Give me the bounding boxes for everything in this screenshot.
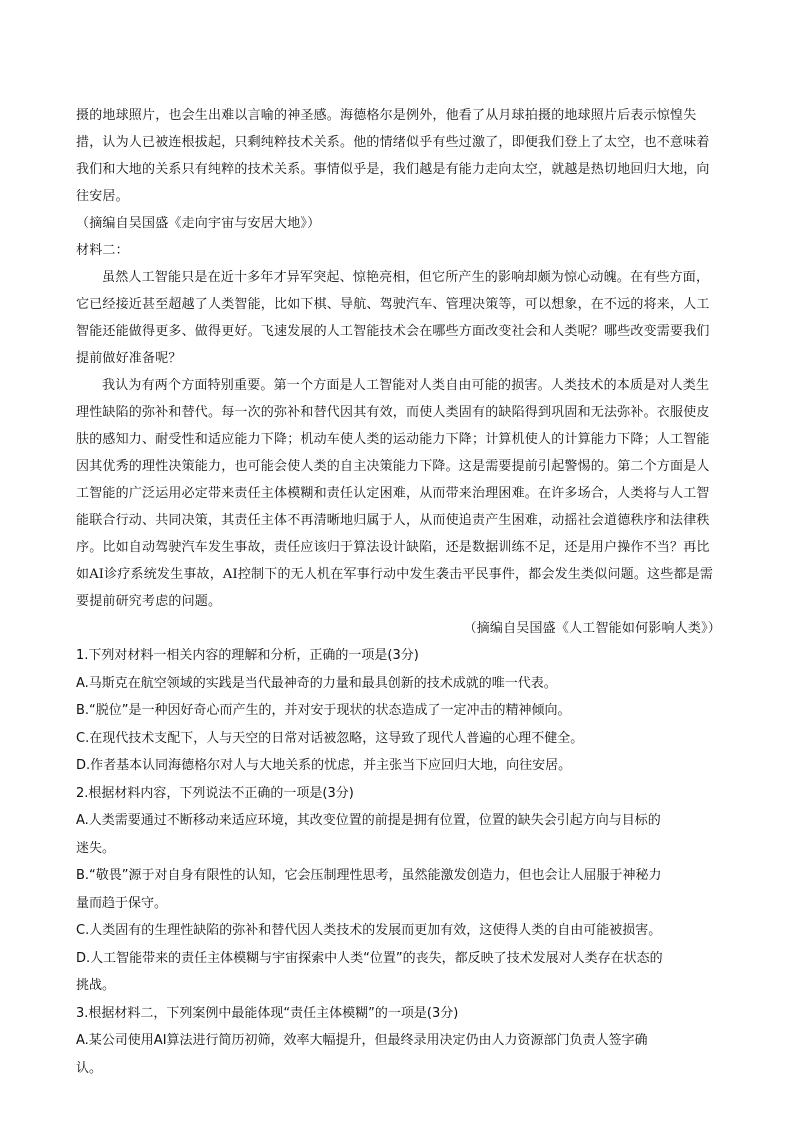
question-stem: 1.下列对材料一相关内容的理解和分析，正确的一项是(3分) xyxy=(76,648,419,663)
option-a: A.人类需要通过不断移动来适应环境，其改变位置的前提是拥有位置，位置的缺失会引起方向与目标的迷失。 xyxy=(76,813,661,856)
material2-source: （摘编自吴国盛《人工智能如何影响人类》） xyxy=(463,621,721,636)
material1-tail-paragraph: 摄的地球照片，也会生出难以言喻的神圣感。海德格尔是例外，他看了从月球拍摄的地球照片后表示惊惶失措，认为人已被连根拔起，只剩纯粹技术关系。他的情绪似乎有些过激了，即便我们登上了太空，也不意味着我们和大地的关系只有纯粹的技术关系。事情似乎是，我们越是有能力走向太空，就越是热切地回归大地，向往安居。 xyxy=(76,108,710,204)
option-d: D.作者基本认同海德格尔对人与大地关系的忧虑，并主张当下应回归大地，向往安居。 xyxy=(76,758,572,773)
option-a: A.某公司使用AI算法进行简历初筛，效率大幅提升，但最终录用决定仍由人力资源部门负责人签字确认。 xyxy=(76,1033,648,1076)
question-3 xyxy=(76,1000,721,1083)
question-stem: 2.根据材料内容，下列说法不正确的一项是(3分) xyxy=(76,785,354,801)
material2-heading: 材料二： xyxy=(76,243,129,258)
option-c: C.人类固有的生理性缺陷的弥补和替代因人类技术的发展而更加有效，这使得人类的自由可能被损害。 xyxy=(76,923,662,938)
question-stem: 3.根据材料二，下列案例中最能体现“责任主体模糊”的一项是(3分) xyxy=(76,1005,459,1021)
option-a: A.马斯克在航空领域的实践是当代最神奇的力量和最具创新的技术成就的唯一代表。 xyxy=(76,675,557,691)
option-b: B.“敬畏”源于对自身有限性的认知，它会压制理性思考，虽然能激发创造力，但也会让人屈服于神秘力量而趋于保守。 xyxy=(76,868,662,911)
option-d: D.人工智能带来的责任主体模糊与宇宙探索中人类“位置”的丧失，都反映了技术发展对人类存在状态的挑战。 xyxy=(76,950,663,993)
option-c: C.在现代技术支配下，人与天空的日常对话被忽略，这导致了现代人普遍的心理不健全。 xyxy=(76,730,584,746)
option-b: B.“脱位”是一种因好奇心而产生的，并对安于现状的状态造成了一定冲击的精神倾向。 xyxy=(76,703,571,718)
question-1 xyxy=(76,642,721,780)
material2-paragraph-2: 我认为有两个方面特别重要。第一个方面是人工智能对人类自由可能的损害。人类技术的本质是对人类生理性缺陷的弥补和替代。每一次的弥补和替代因其有效，而使人类固有的缺陷得到巩固和无法弥补。衣服使皮肤的感知力、耐受性和适应能力下降；机动车使人类的运动能力下降；计算机使人的计算能力下降；人工智能因其优秀的理性决策能力，也可能会使人类的自主决策能力下降。这是需要提前引起警惕的。第二个方面是人工智能的广泛运用必定带来责任主体模糊和责任认定困难，从而带来治理困难。在许多场合，人类将与人工智能联合行动、共同决策，其责任主体不再清晰地归属于人，从而使追责产生困难，动摇社会道德秩序和法律秩序。比如自动驾驶汽车发生事故，责任应该归于算法设计缺陷，还是数据训练不足，还是用户操作不当？再比如AI诊疗系统发生事故，AI控制下的无人机在军事行动中发生袭击平民事件，都会发生类似问题。这些都是需要提前研究考虑的问题。 xyxy=(76,378,714,609)
material2-paragraph-1: 虽然人工智能只是在近十多年才异军突起、惊艳亮相，但它所产生的影响却颇为惊心动魄。在有些方面，它已经接近甚至超越了人类智能，比如下棋、导航、驾驶汽车、管理决策等，可以想象，在不远的将来，人工智能还能做得更多、做得更好。飞速发展的人工智能技术会在哪些方面改变社会和人类呢？哪些改变需要我们提前做好准备呢？ xyxy=(76,270,710,366)
document-content xyxy=(76,102,721,1082)
question-2 xyxy=(76,780,721,1000)
material1-source: （摘编自吴国盛《走向宇宙与安居大地》） xyxy=(76,216,321,231)
